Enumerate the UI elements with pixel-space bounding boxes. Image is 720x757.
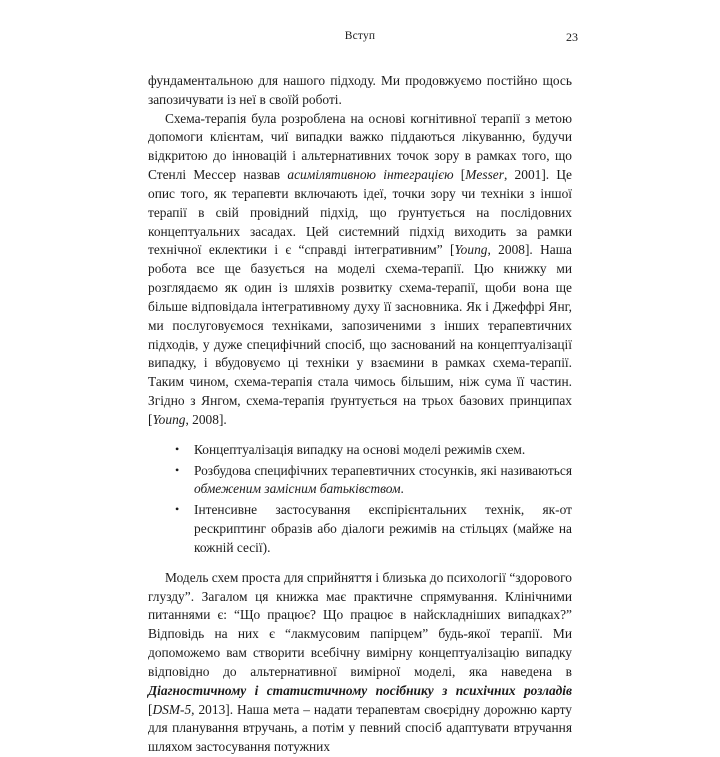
text-run: , 2008]. [185, 411, 227, 427]
list-item [148, 441, 572, 460]
paragraph [148, 72, 572, 110]
page-number: 23 [566, 30, 578, 44]
text-run: Схема-терапія була розроблена на основі когнітивної терапії з метою допомоги клієнтам, чиї випадки важко піддаються лікуванню, будучи відкритою до інновацій і альтернативних точок зору в рамках того, що Стенлі Мессер назвав [148, 110, 572, 183]
italic-run: Messer [465, 167, 504, 183]
bullet-list [148, 441, 572, 558]
bold-italic-run: Діагностичному і статистичному посібнику з психічних розладів [148, 682, 572, 698]
text-run: Модель схем проста для сприйняття і близька до психології “здорового глузду”. Загалом ця книжка має практичне спрямування. Клінічними питаннями є: “Що працює? Що працює в найскладніших випадках?” Відповідь на них є “лакмусовим папірцем” будь-якої терапії. Ми допоможемо вам створити всебічну вимірну концептуалізацію випадку відповідно до альтернативної вимірної моделі, яка наведена в [148, 569, 572, 679]
running-head-title: Вступ [344, 30, 376, 42]
text-run: , 2008]. Наша робота все ще базується на моделі схема-терапії. Цю книжку ми розглядаємо як один із шляхів розвитку схема-терапії, щоби вона ще більше відповідала інтегративному духу її засновника. Як і Джеффрі Янг, ми послуговуємося техніками, запозиченими з інших терапевтичних підходів, у дуже специфічний спосіб, що заснований на концептуалізації випадку, і вбудовуємо ці техніки у взаємини в рамках схема-терапії. Таким чином, схема-терапія стала чимось більшим, ніж сума її частин. Згідно з Янгом, схема-терапія ґрунтується на трьох базових принципах [ [148, 242, 572, 427]
italic-run: обмеженим замісним батьківством [194, 481, 401, 497]
text-run: фундаментальною для нашого підходу. Ми продовжуємо постійно щось запозичувати із неї в своїй роботі. [148, 73, 572, 107]
paragraph-group-before-list [148, 72, 572, 430]
body-text [148, 72, 572, 757]
text-run: [ [148, 701, 153, 717]
italic-run: DSM-5 [152, 701, 192, 717]
italic-run: асимілятивною інтеграцією [287, 167, 454, 183]
paragraph [148, 110, 572, 430]
running-head [148, 30, 578, 58]
text-run: Розбудова специфічних терапевтичних стосунків, які називаються [194, 462, 572, 478]
paragraph [148, 569, 572, 757]
text-run: , 2001]. Це опис того, як терапевти включають ідеї, точки зору чи техніки з іншої терапії в свій провідний підхід, що ґрунтується на послідовних концептуальних засадах. Цей системний підхід виходить за рамки технічної еклектики і є “справді інтегративним” [ [148, 167, 573, 258]
paragraph-group-after-list [148, 569, 572, 757]
bullet-dot-icon: • [175, 441, 180, 456]
text-run: , 2013]. Наша мета – надати терапевтам своєрідну дорожню карту для планування втручань, а потім у певний спосіб адаптувати втручання шляхом застосування потужних [148, 701, 572, 755]
italic-run: Young [152, 411, 186, 427]
list-item [148, 501, 572, 557]
list-item [148, 462, 572, 500]
text-run: . [400, 481, 404, 497]
bullet-dot-icon: • [175, 502, 180, 517]
italic-run: Young [454, 242, 488, 258]
bullet-dot-icon: • [175, 462, 180, 477]
text-run: Концептуалізація випадку на основі моделі режимів схем. [194, 441, 526, 457]
text-run: Інтенсивне застосування експірієнтальних технік, як-от рескриптинг образів або діалоги режимів на стільцях (майже на кожній сесії). [194, 502, 572, 555]
text-run: [ [453, 167, 466, 183]
